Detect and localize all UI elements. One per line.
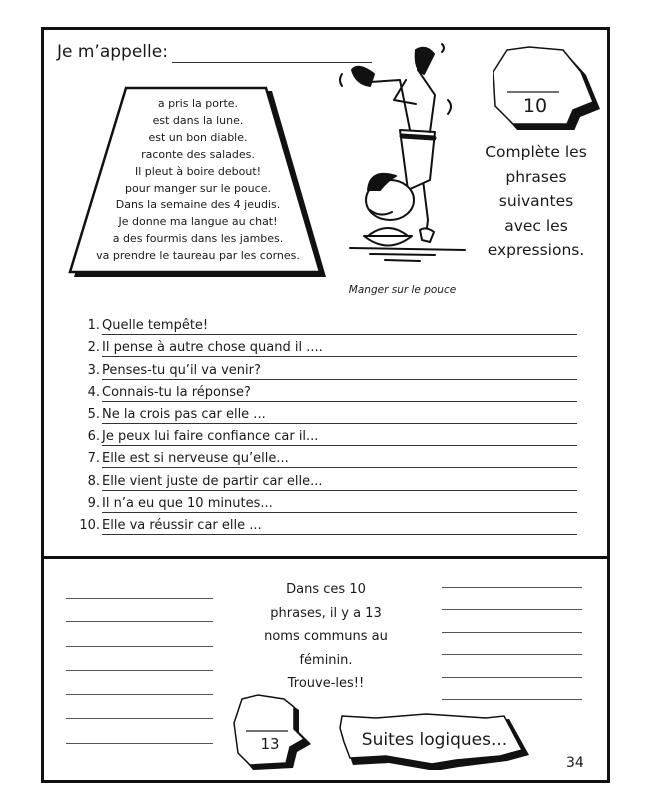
sentence-row (72, 513, 577, 535)
answer-line-right[interactable] (442, 632, 582, 633)
answer-line-right[interactable] (442, 677, 582, 678)
task-line: noms communs au (264, 629, 388, 644)
expression-item: Il pleut à boire debout! (134, 164, 262, 178)
sentence-number: 7. (87, 451, 100, 467)
sentence-answer-line[interactable]: Je peux lui faire confiance car il... (102, 429, 577, 446)
sentence-row (72, 402, 577, 424)
sentence-row (72, 446, 577, 468)
sentence-answer-line[interactable]: Elle va réussir car elle ... (102, 518, 577, 535)
expression-item: raconte des salades. (141, 147, 255, 161)
sentence-row (72, 357, 577, 379)
sentence-answer-line[interactable]: Ne la crois pas car elle ... (102, 407, 577, 424)
answer-line-left[interactable] (66, 694, 213, 695)
expression-item: a pris la porte. (157, 97, 239, 110)
sentence-answer-line[interactable]: Penses-tu qu’il va venir? (102, 363, 577, 380)
sentence-number: 4. (87, 384, 100, 400)
sentence-number: 1. (87, 318, 100, 334)
sentence-answer-line[interactable]: Il pense à autre chose quand il .... (102, 340, 577, 357)
sentence-answer-line[interactable]: Elle est si nerveuse qu’elle... (102, 451, 577, 468)
sentence-row (72, 491, 577, 513)
answer-line-right[interactable] (442, 699, 582, 700)
sentence-answer-line[interactable]: Quelle tempête! (102, 318, 577, 335)
sentence-list (72, 313, 577, 535)
sentence-row (72, 313, 577, 335)
handstand-boy-eating-illustration (330, 40, 470, 280)
answer-line-right[interactable] (442, 654, 582, 655)
page-number: 34 (566, 755, 584, 771)
task-line: féminin. (299, 652, 353, 668)
expression-item: Dans la semaine des 4 jeudis. (115, 198, 281, 212)
answer-line-left[interactable] (66, 646, 213, 647)
answer-line-right[interactable] (442, 609, 582, 610)
bottom-task (236, 578, 416, 696)
answer-line-right[interactable] (442, 587, 582, 588)
instruction-line: suivantes (498, 192, 574, 210)
instruction-line: avec les (504, 216, 568, 235)
sentence-number: 2. (87, 340, 100, 356)
answer-line-left[interactable] (66, 743, 213, 744)
expression-item: est dans la lune. (152, 113, 244, 127)
sentence-number: 10. (79, 517, 100, 533)
sentence-number: 5. (87, 406, 100, 422)
instruction-line: Complète les (485, 143, 587, 161)
answer-line-left[interactable] (66, 670, 213, 671)
instructions (478, 140, 594, 263)
answer-line-left[interactable] (66, 718, 213, 719)
instruction-line: expressions. (487, 241, 585, 259)
sentence-number: 3. (87, 362, 100, 378)
instruction-line: phrases (505, 167, 567, 186)
sentence-number: 9. (87, 495, 100, 511)
next-section-label: Suites logiques... (361, 730, 508, 750)
task-line: phrases, il y a 13 (270, 605, 382, 621)
sentence-row (72, 335, 577, 357)
sentence-row (72, 380, 577, 402)
answer-line-left[interactable] (66, 621, 213, 622)
expression-item: a des fourmis dans les jambes. (112, 232, 284, 246)
expression-item: est un bon diable. (148, 130, 248, 144)
score-denominator-bottom: 13 (260, 735, 280, 753)
expressions-list (78, 96, 318, 265)
score-denominator: 10 (522, 95, 548, 117)
sentence-row (72, 468, 577, 490)
name-label: Je m’appelle: (57, 42, 168, 62)
sentence-row (72, 424, 577, 446)
sentence-number: 8. (87, 473, 100, 489)
expression-item: pour manger sur le pouce. (125, 181, 271, 195)
sentence-answer-line[interactable]: Connais-tu la réponse? (102, 385, 577, 402)
sentence-answer-line[interactable]: Elle vient juste de partir car elle... (102, 474, 577, 491)
illustration-caption: Manger sur le pouce (348, 284, 457, 296)
answer-line-left[interactable] (66, 598, 213, 599)
sentence-number: 6. (87, 429, 100, 445)
expression-item: va prendre le taureau par les cornes. (96, 249, 300, 263)
score-box-shape (493, 44, 603, 130)
score-box-bottom-shape (232, 693, 332, 771)
task-line: Trouve-les!! (287, 676, 365, 691)
sentence-answer-line[interactable]: Il n’a eu que 10 minutes... (102, 496, 577, 513)
task-line: Dans ces 10 (286, 582, 366, 597)
expression-item: Je donne ma langue au chat! (118, 215, 278, 229)
